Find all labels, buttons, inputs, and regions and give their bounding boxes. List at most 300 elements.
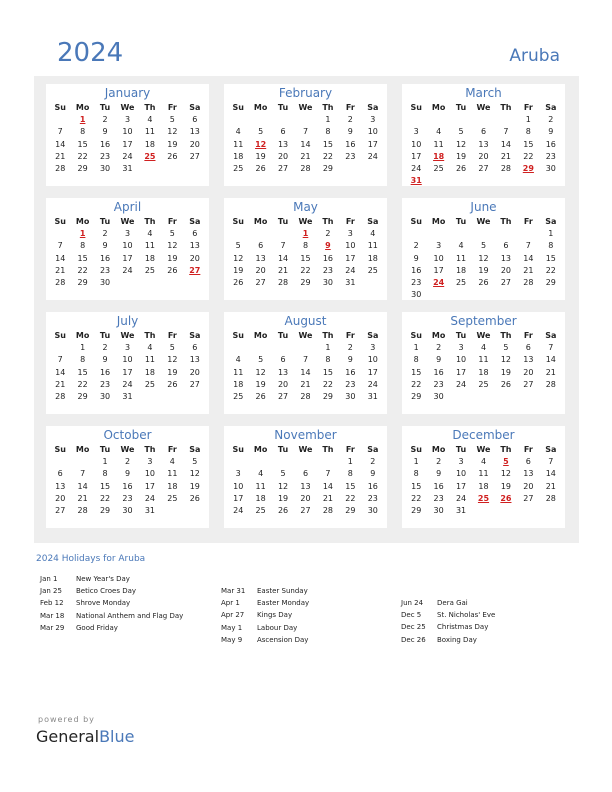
empty-cell xyxy=(317,456,339,468)
holiday-name: Dera Gai xyxy=(437,599,468,607)
day-cell: 9 xyxy=(347,355,353,365)
day-cell: 18 xyxy=(255,493,266,503)
holiday-row xyxy=(40,622,183,634)
month-grid xyxy=(405,216,562,301)
holiday-day-cell: 18 xyxy=(433,151,445,161)
day-cell: 14 xyxy=(77,481,88,491)
empty-cell xyxy=(272,114,294,126)
weekday-header: Mo xyxy=(75,331,90,340)
holiday-day-cell: 9 xyxy=(325,241,331,251)
day-cell: 19 xyxy=(277,493,289,503)
weekday-header: Tu xyxy=(99,217,111,226)
day-cell: 15 xyxy=(322,139,334,149)
day-cell: 14 xyxy=(55,139,66,149)
day-cell: 16 xyxy=(122,481,133,491)
day-cell: 2 xyxy=(370,457,376,467)
weekday-header: Mo xyxy=(253,217,268,226)
day-cell: 17 xyxy=(455,481,467,491)
weekday-header: Mo xyxy=(75,445,90,454)
day-cell: 8 xyxy=(302,241,309,251)
weekday-header: Tu xyxy=(277,217,289,226)
day-cell: 31 xyxy=(122,391,133,401)
holiday-day-cell: 1 xyxy=(79,115,86,125)
day-cell: 5 xyxy=(503,343,509,353)
day-cell: 28 xyxy=(55,391,66,401)
day-cell: 3 xyxy=(147,457,153,467)
day-cell: 26 xyxy=(189,493,200,503)
weekday-header: Su xyxy=(232,445,244,454)
weekday-header: Mo xyxy=(431,103,446,112)
day-cell: 20 xyxy=(55,493,66,503)
day-cell: 30 xyxy=(367,505,378,515)
day-cell: 23 xyxy=(433,379,444,389)
day-cell: 26 xyxy=(255,163,266,173)
day-cell: 17 xyxy=(433,265,444,275)
holiday-name: Good Friday xyxy=(76,623,118,632)
weekday-header: Fr xyxy=(167,217,177,226)
day-cell: 31 xyxy=(144,505,156,515)
empty-cell xyxy=(405,114,427,126)
day-cell: 12 xyxy=(167,127,178,137)
day-cell: 28 xyxy=(300,391,311,401)
day-cell: 16 xyxy=(99,253,111,263)
weekday-header: We xyxy=(120,103,135,112)
weekday-header: Th xyxy=(144,103,156,112)
day-cell: 26 xyxy=(277,505,289,515)
day-cell: 13 xyxy=(478,139,489,149)
weekday-header: Tu xyxy=(99,445,111,454)
weekday-header: Th xyxy=(500,217,512,226)
weekday-header: Su xyxy=(410,217,422,226)
month-title: January xyxy=(104,86,151,100)
day-cell: 22 xyxy=(411,493,422,503)
day-cell: 19 xyxy=(167,139,178,149)
empty-cell xyxy=(294,342,316,354)
empty-cell xyxy=(405,228,427,240)
day-cell: 1 xyxy=(325,115,331,125)
day-cell: 16 xyxy=(99,367,111,377)
day-cell: 20 xyxy=(523,481,534,491)
day-cell: 5 xyxy=(280,469,286,479)
month-title: September xyxy=(450,314,517,328)
day-cell: 2 xyxy=(347,115,353,125)
day-cell: 20 xyxy=(277,151,289,161)
day-cell: 25 xyxy=(233,163,244,173)
weekday-header: Th xyxy=(322,217,334,226)
weekday-header: Sa xyxy=(189,103,201,112)
day-cell: 26 xyxy=(167,379,178,389)
day-cell: 13 xyxy=(500,253,512,263)
day-cell: 13 xyxy=(523,355,534,365)
day-cell: 27 xyxy=(277,391,289,401)
day-cell: 30 xyxy=(545,163,556,173)
month-grid xyxy=(227,330,384,403)
day-cell: 28 xyxy=(55,163,66,173)
holiday-date: Jan 25 xyxy=(40,587,62,596)
day-cell: 20 xyxy=(255,265,266,275)
day-cell: 14 xyxy=(277,253,289,263)
day-cell: 7 xyxy=(302,355,309,365)
year-title: 2024 xyxy=(57,38,124,68)
day-cell: 13 xyxy=(277,139,289,149)
day-cell: 7 xyxy=(57,127,63,137)
day-cell: 20 xyxy=(189,253,200,263)
day-cell: 2 xyxy=(102,115,108,125)
month-title: March xyxy=(465,86,502,100)
day-cell: 31 xyxy=(345,277,356,287)
day-cell: 7 xyxy=(280,241,286,251)
holiday-day-cell: 29 xyxy=(522,163,534,173)
brand-part1: General xyxy=(36,727,100,746)
day-cell: 15 xyxy=(411,481,422,491)
day-cell: 7 xyxy=(548,343,554,353)
empty-cell xyxy=(49,114,71,126)
day-cell: 22 xyxy=(545,265,556,275)
day-cell: 18 xyxy=(144,139,156,149)
day-cell: 9 xyxy=(370,469,376,479)
day-cell: 5 xyxy=(169,115,175,125)
empty-cell xyxy=(450,114,472,126)
holiday-row xyxy=(221,609,309,621)
day-cell: 29 xyxy=(77,391,88,401)
day-cell: 13 xyxy=(277,367,289,377)
brand-logo[interactable] xyxy=(36,727,134,746)
day-cell: 21 xyxy=(545,481,556,491)
holiday-name: New Year's Day xyxy=(76,575,130,583)
day-cell: 16 xyxy=(322,253,334,263)
day-cell: 9 xyxy=(548,127,554,137)
day-cell: 5 xyxy=(258,127,264,137)
empty-cell xyxy=(495,114,517,126)
day-cell: 16 xyxy=(433,367,444,377)
day-cell: 22 xyxy=(77,151,88,161)
day-cell: 22 xyxy=(77,265,88,275)
day-cell: 1 xyxy=(80,343,86,353)
day-cell: 24 xyxy=(367,151,378,161)
day-cell: 3 xyxy=(413,127,419,137)
day-cell: 28 xyxy=(277,277,289,287)
day-cell: 2 xyxy=(325,229,331,239)
day-cell: 11 xyxy=(167,469,178,479)
day-cell: 2 xyxy=(436,343,442,353)
weekday-header: Sa xyxy=(189,445,201,454)
day-cell: 4 xyxy=(370,229,376,239)
day-cell: 12 xyxy=(455,139,467,149)
day-cell: 20 xyxy=(500,265,512,275)
day-cell: 27 xyxy=(478,163,489,173)
month-grid xyxy=(49,102,206,175)
holiday-row xyxy=(40,585,183,597)
day-cell: 18 xyxy=(455,265,467,275)
month-september xyxy=(402,312,565,414)
day-cell: 18 xyxy=(144,253,156,263)
empty-cell xyxy=(272,456,294,468)
day-cell: 23 xyxy=(345,379,356,389)
day-cell: 26 xyxy=(233,277,244,287)
month-title: May xyxy=(293,200,318,214)
day-cell: 14 xyxy=(55,367,66,377)
empty-cell xyxy=(227,114,249,126)
day-cell: 11 xyxy=(478,469,489,479)
holiday-date: May 1 xyxy=(221,623,243,632)
weekday-header: Sa xyxy=(367,331,379,340)
holiday-row xyxy=(221,622,309,634)
empty-cell xyxy=(294,456,316,468)
month-april xyxy=(46,198,209,300)
day-cell: 22 xyxy=(99,493,111,503)
day-cell: 19 xyxy=(233,265,244,275)
day-cell: 19 xyxy=(255,379,266,389)
day-cell: 6 xyxy=(192,229,198,239)
day-cell: 11 xyxy=(455,253,467,263)
day-cell: 9 xyxy=(347,127,353,137)
day-cell: 29 xyxy=(322,163,334,173)
holiday-date: Mar 18 xyxy=(40,611,65,620)
weekday-header: Fr xyxy=(167,445,177,454)
weekday-header: Su xyxy=(410,445,422,454)
day-cell: 23 xyxy=(367,493,378,503)
day-cell: 27 xyxy=(523,493,534,503)
weekday-header: Th xyxy=(322,445,334,454)
day-cell: 6 xyxy=(503,241,509,251)
day-cell: 18 xyxy=(233,151,244,161)
day-cell: 21 xyxy=(277,265,289,275)
day-cell: 2 xyxy=(124,457,131,467)
weekday-header: Mo xyxy=(431,217,446,226)
day-cell: 31 xyxy=(455,505,467,515)
holiday-day-cell: 24 xyxy=(433,277,445,287)
day-cell: 22 xyxy=(523,151,534,161)
day-cell: 20 xyxy=(277,379,289,389)
day-cell: 6 xyxy=(192,115,198,125)
empty-cell xyxy=(49,456,71,468)
day-cell: 29 xyxy=(77,163,88,173)
weekday-header: Su xyxy=(410,331,422,340)
day-cell: 12 xyxy=(189,469,200,479)
day-cell: 26 xyxy=(167,151,178,161)
holiday-name: Shrove Monday xyxy=(76,599,131,608)
weekday-header: Th xyxy=(322,103,334,112)
day-cell: 16 xyxy=(367,481,378,491)
weekday-header: Fr xyxy=(345,103,355,112)
day-cell: 14 xyxy=(300,367,311,377)
day-cell: 13 xyxy=(300,481,311,491)
day-cell: 1 xyxy=(325,343,331,353)
day-cell: 10 xyxy=(122,241,133,251)
month-august xyxy=(224,312,387,414)
day-cell: 8 xyxy=(325,127,331,137)
day-cell: 8 xyxy=(80,127,86,137)
month-february xyxy=(224,84,387,186)
day-cell: 16 xyxy=(345,367,356,377)
day-cell: 8 xyxy=(413,469,419,479)
day-cell: 14 xyxy=(545,355,556,365)
weekday-header: Tu xyxy=(455,331,467,340)
day-cell: 21 xyxy=(77,493,88,503)
day-cell: 23 xyxy=(322,265,334,275)
day-cell: 22 xyxy=(411,379,422,389)
weekday-header: Su xyxy=(54,445,66,454)
weekday-header: Sa xyxy=(367,217,379,226)
empty-cell xyxy=(49,342,71,354)
day-cell: 4 xyxy=(458,241,464,251)
month-may xyxy=(224,198,387,300)
day-cell: 10 xyxy=(433,253,444,263)
day-cell: 4 xyxy=(147,343,153,353)
day-cell: 10 xyxy=(345,241,356,251)
day-cell: 5 xyxy=(480,241,487,251)
day-cell: 22 xyxy=(77,379,88,389)
day-cell: 17 xyxy=(233,493,244,503)
holiday-name: Christmas Day xyxy=(437,623,489,632)
holiday-date: Apr 27 xyxy=(221,611,245,620)
weekday-header: Tu xyxy=(455,217,467,226)
day-cell: 19 xyxy=(455,151,467,161)
day-cell: 13 xyxy=(189,241,200,251)
holiday-row xyxy=(40,610,183,622)
day-cell: 19 xyxy=(500,367,512,377)
day-cell: 26 xyxy=(255,391,266,401)
day-cell: 22 xyxy=(300,265,311,275)
holiday-date: Dec 25 xyxy=(401,623,426,632)
day-cell: 30 xyxy=(99,163,111,173)
weekday-header: Tu xyxy=(277,445,289,454)
holiday-name: Ascension Day xyxy=(257,635,309,644)
day-cell: 8 xyxy=(80,241,86,251)
day-cell: 23 xyxy=(99,151,111,161)
month-grid xyxy=(49,330,206,403)
weekday-header: We xyxy=(298,331,313,340)
day-cell: 4 xyxy=(169,457,175,467)
day-cell: 17 xyxy=(345,253,356,263)
weekday-header: Su xyxy=(54,217,66,226)
day-cell: 7 xyxy=(503,127,509,137)
day-cell: 31 xyxy=(122,163,133,173)
holiday-day-cell: 1 xyxy=(79,229,86,239)
day-cell: 10 xyxy=(122,127,133,137)
day-cell: 5 xyxy=(169,343,175,353)
month-march xyxy=(402,84,565,186)
day-cell: 6 xyxy=(525,343,531,353)
month-title: July xyxy=(116,314,139,328)
day-cell: 26 xyxy=(500,379,512,389)
holiday-day-cell: 31 xyxy=(410,176,422,186)
day-cell: 15 xyxy=(77,253,88,263)
weekday-header: We xyxy=(476,103,491,112)
day-cell: 26 xyxy=(167,265,178,275)
day-cell: 28 xyxy=(545,493,556,503)
holiday-day-cell: 27 xyxy=(189,265,201,275)
day-cell: 30 xyxy=(411,290,422,300)
day-cell: 20 xyxy=(189,367,200,377)
weekday-header: Fr xyxy=(523,103,533,112)
weekday-header: Su xyxy=(232,103,244,112)
weekday-header: Tu xyxy=(99,103,111,112)
holiday-date: Mar 31 xyxy=(221,587,246,595)
day-cell: 6 xyxy=(280,355,286,365)
day-cell: 15 xyxy=(345,481,356,491)
day-cell: 18 xyxy=(144,367,156,377)
day-cell: 13 xyxy=(255,253,266,263)
day-cell: 29 xyxy=(411,391,422,401)
day-cell: 11 xyxy=(233,139,244,149)
day-cell: 16 xyxy=(345,139,356,149)
day-cell: 6 xyxy=(480,127,487,137)
day-cell: 17 xyxy=(455,367,467,377)
weekday-header: Fr xyxy=(345,331,355,340)
day-cell: 21 xyxy=(322,493,334,503)
month-title: November xyxy=(274,428,337,442)
day-cell: 13 xyxy=(55,481,66,491)
month-title: December xyxy=(452,428,515,442)
day-cell: 27 xyxy=(300,505,311,515)
day-cell: 26 xyxy=(478,277,489,287)
weekday-header: Sa xyxy=(545,217,557,226)
day-cell: 29 xyxy=(300,277,311,287)
holiday-date: Mar 29 xyxy=(40,623,65,632)
weekday-header: We xyxy=(120,217,135,226)
empty-cell xyxy=(227,342,249,354)
weekday-header: We xyxy=(476,445,491,454)
weekday-header: Th xyxy=(322,331,334,340)
day-cell: 12 xyxy=(167,355,178,365)
day-cell: 15 xyxy=(300,253,311,263)
weekday-header: Su xyxy=(232,331,244,340)
empty-cell xyxy=(495,228,517,240)
day-cell: 10 xyxy=(122,355,133,365)
weekday-header: Sa xyxy=(367,445,379,454)
day-cell: 18 xyxy=(167,481,178,491)
day-cell: 4 xyxy=(258,469,264,479)
day-cell: 12 xyxy=(500,469,512,479)
day-cell: 16 xyxy=(411,265,422,275)
holidays-title: 2024 Holidays for Aruba xyxy=(36,554,146,564)
day-cell: 23 xyxy=(433,493,444,503)
empty-cell xyxy=(294,114,316,126)
weekday-header: Fr xyxy=(523,445,533,454)
weekday-header: We xyxy=(298,217,313,226)
weekday-header: Th xyxy=(144,445,156,454)
weekday-header: Th xyxy=(500,445,512,454)
day-cell: 22 xyxy=(345,493,356,503)
day-cell: 19 xyxy=(167,253,178,263)
holiday-column xyxy=(40,573,183,634)
day-cell: 6 xyxy=(258,241,264,251)
holiday-row xyxy=(40,573,183,585)
day-cell: 30 xyxy=(99,391,111,401)
weekday-header: Tu xyxy=(277,103,289,112)
month-october xyxy=(46,426,209,528)
empty-cell xyxy=(472,114,494,126)
day-cell: 29 xyxy=(77,277,88,287)
day-cell: 8 xyxy=(413,355,419,365)
day-cell: 27 xyxy=(500,277,512,287)
weekday-header: Su xyxy=(54,331,66,340)
day-cell: 22 xyxy=(322,151,334,161)
day-cell: 4 xyxy=(436,127,442,137)
day-cell: 9 xyxy=(436,355,442,365)
day-cell: 10 xyxy=(233,481,244,491)
day-cell: 29 xyxy=(345,505,356,515)
weekday-header: Sa xyxy=(545,331,557,340)
day-cell: 14 xyxy=(55,253,66,263)
day-cell: 3 xyxy=(347,229,353,239)
weekday-header: Mo xyxy=(253,331,268,340)
day-cell: 12 xyxy=(255,367,266,377)
holiday-day-cell: 12 xyxy=(255,139,267,149)
day-cell: 29 xyxy=(99,505,111,515)
empty-cell xyxy=(249,228,271,240)
